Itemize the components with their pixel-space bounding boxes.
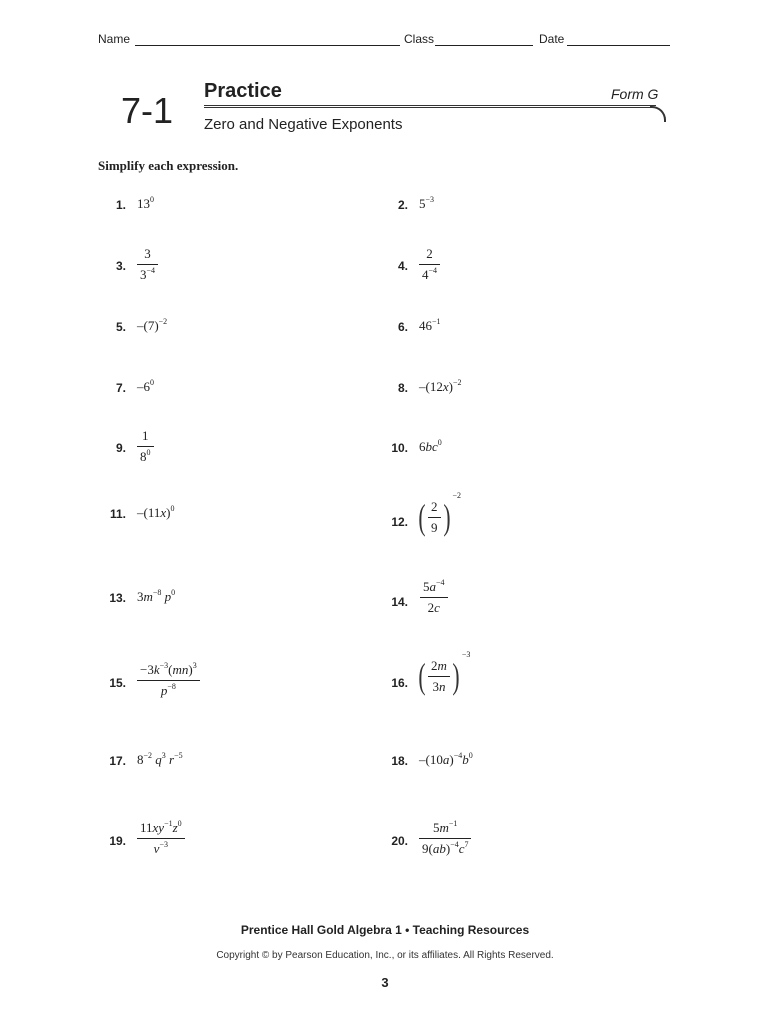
expression-15: $\frac{-3k^{-3}(mn)^3}{p^{-8}}$ bbox=[137, 662, 200, 699]
expression-5: $-(7)^{-2}$ bbox=[137, 317, 168, 333]
page-subtitle: Zero and Negative Exponents bbox=[204, 116, 403, 133]
expression-6: $46^{-1}$ bbox=[419, 317, 441, 333]
expression-9: $\frac{1}{8^0}$ bbox=[137, 428, 154, 465]
problem-number: 5. bbox=[115, 320, 126, 334]
expression-2: $5^{-3}$ bbox=[419, 195, 435, 211]
form-label: Form G bbox=[611, 86, 659, 102]
problem-number: 12. bbox=[391, 515, 408, 529]
problem-number: 7. bbox=[115, 381, 126, 395]
date-field[interactable] bbox=[567, 45, 670, 46]
instructions: Simplify each expression. bbox=[98, 158, 239, 173]
class-field[interactable] bbox=[435, 45, 533, 46]
problem-number: 13. bbox=[109, 591, 126, 605]
expression-17: $8^{-2}$ $q^3$ $r^{-5}$ bbox=[137, 751, 183, 767]
expression-13: $3m^{-8}$ $p^0$ bbox=[137, 588, 176, 604]
book-credit: Prentice Hall Gold Algebra 1 • Teaching Resources bbox=[240, 923, 530, 937]
expression-16: ( $\frac{2m}{3n}$ )$^{-3}$ bbox=[418, 650, 471, 697]
problem-number: 19. bbox=[109, 834, 126, 848]
problem-number: 11. bbox=[109, 507, 126, 521]
problem-number: 9. bbox=[115, 441, 126, 455]
name-field[interactable] bbox=[135, 45, 400, 46]
page-title: Practice bbox=[204, 80, 282, 102]
expression-3: $\frac{3}{3^{-4}}$ bbox=[137, 246, 158, 283]
problem-number: 1. bbox=[115, 198, 126, 212]
problem-number: 15. bbox=[109, 676, 126, 690]
problem-number: 6. bbox=[397, 320, 408, 334]
date-label: Date bbox=[539, 32, 565, 46]
problem-number: 10. bbox=[391, 441, 408, 455]
expression-7: $-6^0$ bbox=[137, 378, 154, 394]
expression-20: $\frac{5m^{-1}}{9(ab)^{-4}c^7}$ bbox=[419, 820, 471, 857]
problem-number: 2. bbox=[397, 198, 408, 212]
title-rule-curve bbox=[650, 106, 666, 122]
expression-4: $\frac{2}{4^{-4}}$ bbox=[419, 246, 440, 283]
expression-19: $\frac{11xy^{-1}z^0}{v^{-3}}$ bbox=[137, 820, 185, 857]
title-rule bbox=[204, 105, 656, 108]
problem-number: 4. bbox=[397, 259, 408, 273]
problem-number: 14. bbox=[391, 595, 408, 609]
problem-number: 20. bbox=[391, 834, 408, 848]
problem-number: 18. bbox=[391, 754, 408, 768]
expression-14: $\frac{5a^{-4}}{2c}$ bbox=[420, 579, 448, 616]
expression-1: $13^0$ bbox=[137, 195, 154, 211]
class-label: Class bbox=[404, 32, 435, 46]
lesson-number: 7-1 bbox=[121, 90, 174, 131]
problem-number: 3. bbox=[115, 259, 126, 273]
expression-10: $6bc^0$ bbox=[419, 438, 442, 454]
expression-11: $-(11x)^0$ bbox=[137, 504, 175, 520]
problem-number: 17. bbox=[109, 754, 126, 768]
copyright-notice: Copyright © by Pearson Education, Inc., or its affiliates. All Rights Reserved. bbox=[216, 950, 554, 961]
expression-12: ( $\frac{2}{9}$ )$^{-2}$ bbox=[418, 491, 462, 538]
expression-8: $-(12x)^{-2}$ bbox=[419, 378, 462, 394]
page-number: 3 bbox=[381, 975, 389, 990]
problem-number: 8. bbox=[397, 381, 408, 395]
expression-18: $-(10a)^{-4}b^0$ bbox=[419, 751, 473, 767]
problem-number: 16. bbox=[391, 676, 408, 690]
name-label: Name bbox=[98, 32, 131, 46]
